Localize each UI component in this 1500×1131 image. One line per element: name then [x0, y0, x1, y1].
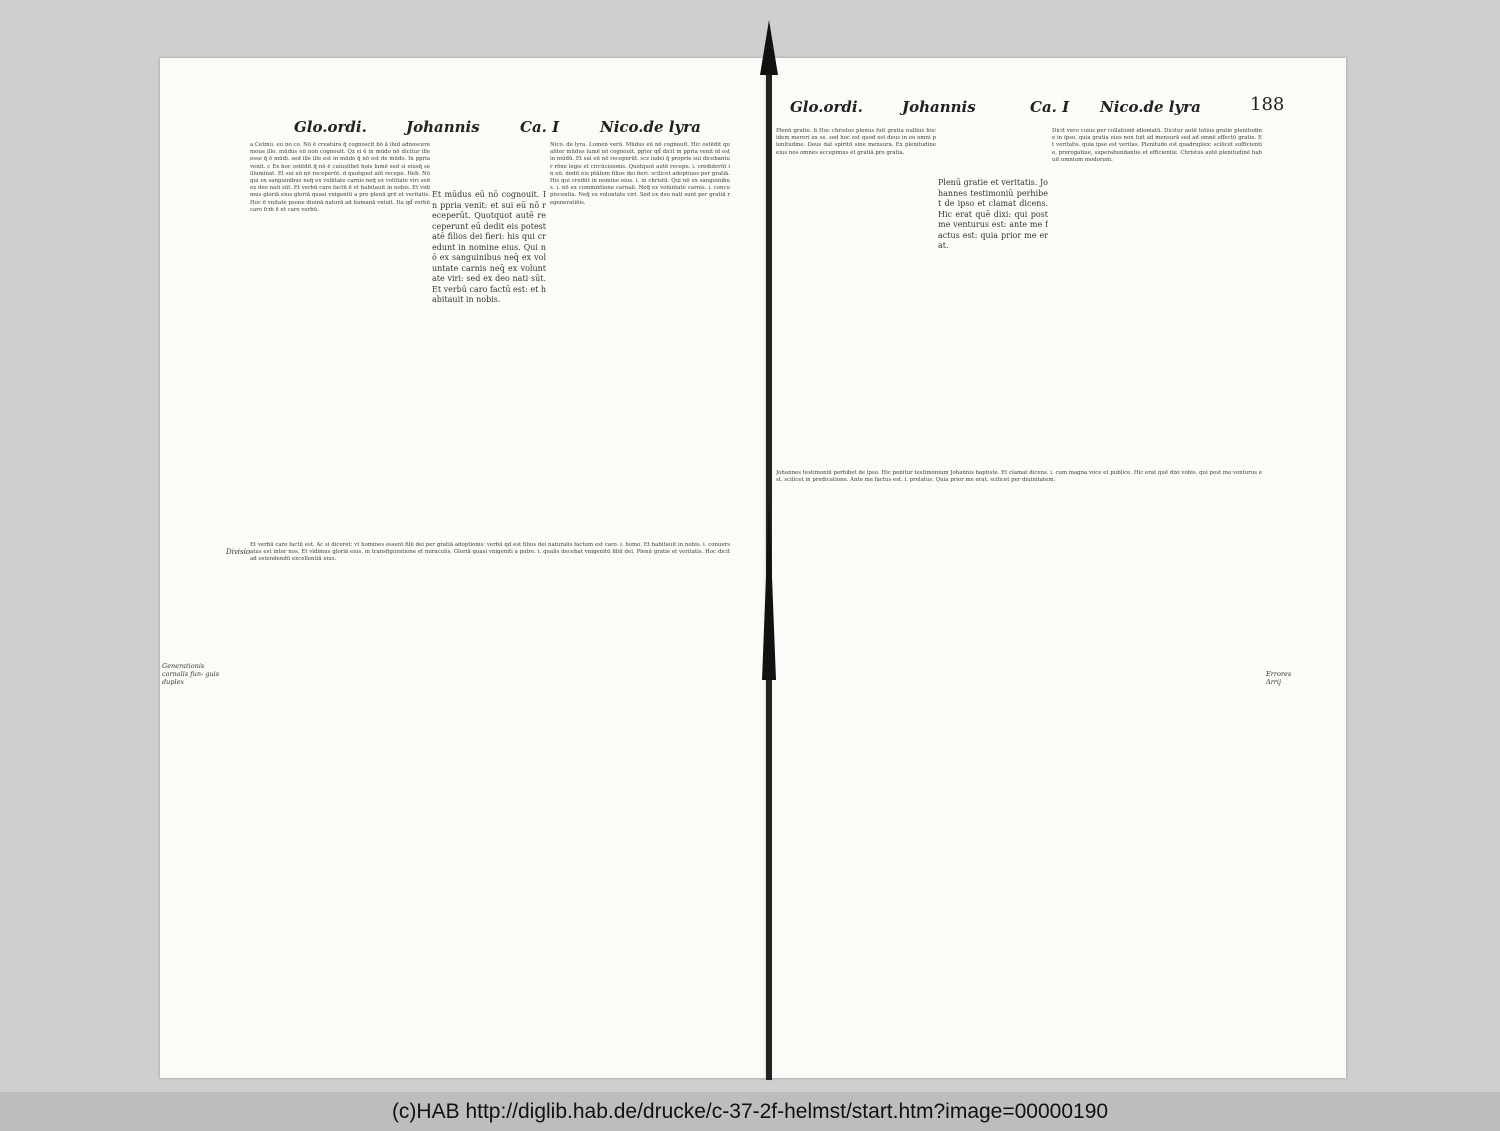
left-margin-note-divisio: Divisio: [226, 548, 251, 556]
right-gloss-column: Plenū gratie. b Hoc christus plenus fuit gratia nullius hoc idem mereri ex se. sed hoc est quod est deus in eo omni plenitudine. Deus dat spiritū sine mensura. Ex plenitudine eius nos omnes accepimus et gratiā pro gratia.: [776, 128, 936, 156]
right-lyra-column: Dicit vero cuius per collationē idiomatū. Dicitur autē totius gratie plenitudine in ipso. quia gratia eius non fuit ad mensurā sed ad omnē effectū gratie. Et veritatis. quia ipse est veritas. Plenitudo est quadruplex: scilicet sufficientie, prerogatiue, superabundantie et efficientie. Christus autē plenitudinē habuit omnium modorum.: [1052, 128, 1262, 163]
right-head-gloss: Glo.ordi.: [790, 98, 863, 116]
library-caption-bar: [0, 1092, 1500, 1131]
folio-number: 188: [1250, 94, 1285, 115]
right-lower-text: Johannes testimoniū perhibet de ipso. Hic ponitur testimonium Johannis baptiste. Et clamat dicens. i. cum magna voce et publice. Hic erat quē dixi vobis. qui post me venturus est. scilicet in predicatione. Ante me factus est. i. prelatus. Quia prior me erat. scilicet per diuinitatem.: [776, 470, 1262, 484]
left-head-gloss: Glo.ordi.: [294, 118, 367, 136]
right-main-text: Plenū gratie et veritatis. Johannes testimoniū perhibet de ipso et clamat dicens. Hic erat quē dixi: qui post me venturus est: ante me factus est: quia prior me erat.: [938, 178, 1048, 250]
left-main-text: Et mūdus eū nō cognouit. In ppria venit: et sui eū nō receperūt. Quotquot autē receperunt eū dedit eis potestatē filios dei fieri: his qui credunt in nomine eius. Qui nō ex sanguinibus neq̄ ex voluntate carnis neq̄ ex voluntate viri: sed ex deo nati sūt. Et verbū caro factū est: et habitauit in nobis.: [432, 190, 546, 304]
left-head-commentator: Nico.de lyra: [600, 118, 701, 136]
right-head-book: Johannis: [902, 98, 976, 116]
right-head-commentator: Nico.de lyra: [1100, 98, 1201, 116]
left-margin-note-generationis: Generationis carnalis fun- guis duplex: [162, 662, 220, 686]
left-lower-text: Et verbū caro factū est. Ac si diceret: vt homines essent filii dei per gratiā adoptionis: verbū qd̄ est filius dei naturalis factum est caro. i. homo. Et habitauit in nobis. i. conuersatus est inter nos. Et vidimus gloriā eius. in transfiguratione et miraculis. Gloriā quasi vnigeniti a patre. i. qualis decebat vnigenitū filiū dei. Plenū gratie et veritatis. Hoc dicit ad ostendendū excellentiā eius.: [250, 542, 730, 563]
library-caption: (c)HAB http://diglib.hab.de/drucke/c-37-2f-helmst/start.htm?image=00000190: [391, 1099, 1109, 1123]
book-gutter-clasp: [756, 20, 782, 1080]
left-head-book: Johannis: [406, 118, 480, 136]
left-gloss-column: a Cetmu. eu no co. Nō ē creatura q̄ cognoscit bō ā ilud adnoscere moue illo. mūdus eū non cognouit. Qz si ē in mūdo nō dicitur ille esse q̄ ē mūdi. sed ille ille est in mūdo q̄ nō est de mūdo. In ppria venit. c Ex hoc ostēdit q̄ nō ē cuiuslibet hois lumē sed si eiusq̄ se illuminat. Et sui eū nō receperūt. d quotquot aūt recepe. Heb. Nō qui ex sanguinibus neq̄ ex volūtate carnis neq̄ ex volūtate viri sed ex deo nati sūt. Et verbū caro factū ē et habitauit in nobis. Et vidimus gloriā eius gloriā quasi vnigeniti a pre plenū grē et veritatis. Hoc ē vnitate psone diuinā naturā ad humanā vniuit. Ita qd̄ verbū caro fcm̄ ē et caro verbū.: [250, 142, 430, 213]
clasp-graphic: [756, 20, 782, 1080]
left-page: [160, 58, 772, 1078]
right-head-chapter: Ca. I: [1030, 98, 1070, 116]
left-lyra-column: Nico. de lyra. Lumen verū. Mūdus eū nō cognouit. Hic ostēdit qualiter mūdus lumē nō cognouit. ppter qd̄ dicit in ppria venit id est in mūdū. Et sui eū nō receperūt. scz iudei q̄ proprie sui dicebantur rōne legis et circūcisionis. Quotquot autē recepe. i. crediderūt in eū. dedit eis ptātem filios dei fieri. scilicet adoptiuos per gratiā. His qui credūt in nomine eius. i. in christū. Qui nō ex sanguinibus. i. nō ex commixtione carnali. Neq̄ ex voluntate carnis. i. concupiscentia. Neq̄ ex voluntate viri. Sed ex deo nati sunt per gratiā regeneratiōis.: [550, 142, 730, 206]
right-page: [766, 58, 1346, 1078]
left-head-chapter: Ca. I: [520, 118, 560, 136]
right-margin-note-errores: Errores Arrij: [1266, 670, 1292, 686]
